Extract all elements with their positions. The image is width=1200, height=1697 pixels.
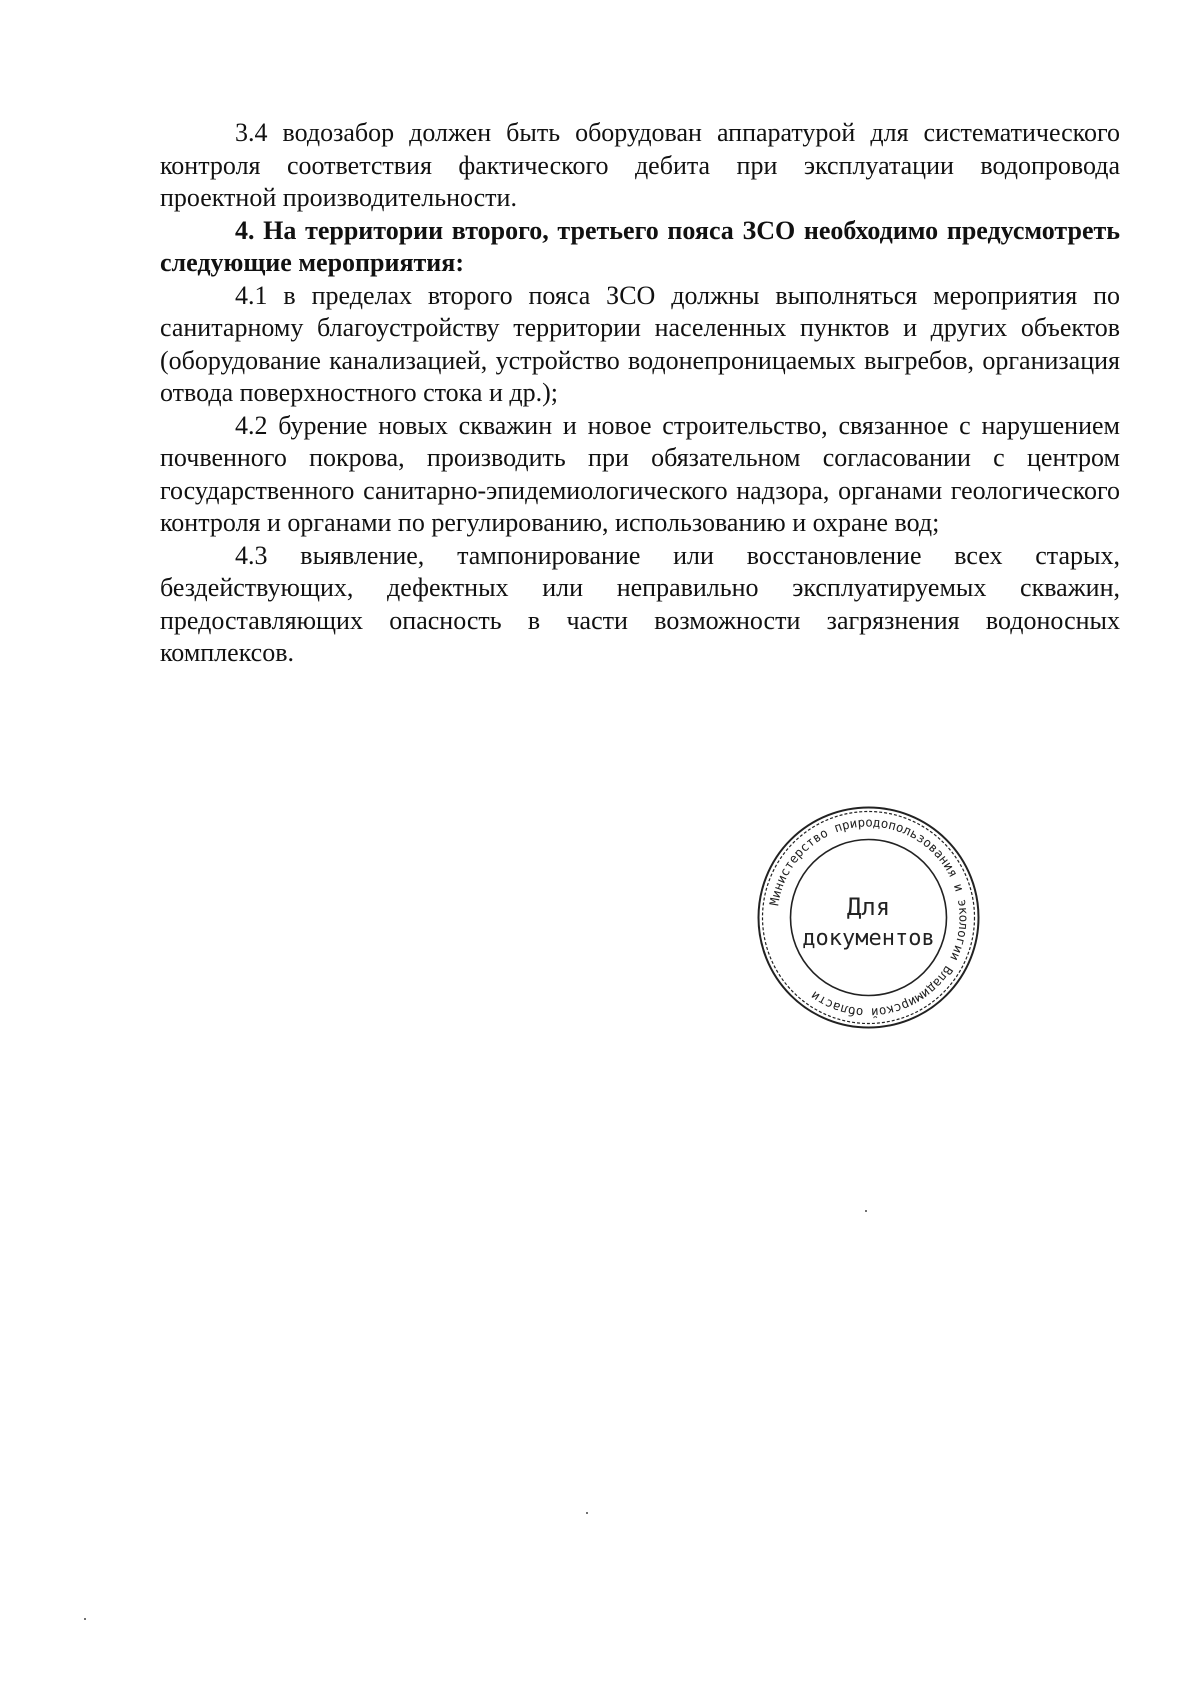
document-body <box>160 117 1120 670</box>
stamp-center-line2: документов <box>802 926 935 951</box>
paragraph-4-2: 4.2 бурение новых скважин и новое строительство, связанное с нарушением почвенного покрова, производить при обязательном согласовании с центром государственного санитарно-эпидемиологического надзора, органами геологического контроля и органами по регулированию, использованию и охране вод; <box>160 410 1120 537</box>
paragraph-4-1: 4.1 в пределах второго пояса ЗСО должны выполняться мероприятия по санитарному благоустройству территории населенных пунктов и других объектов (оборудование канализацией, устройство водонепроницаемых выгребов, организация отвода поверхностного стока и др.); <box>160 280 1120 407</box>
scan-speck <box>865 1210 867 1212</box>
scan-speck <box>586 1512 588 1514</box>
paragraph-3-4: 3.4 водозабор должен быть оборудован аппаратурой для систематического контроля соответствия фактического дебита при эксплуатации водопровода проектной производительности. <box>160 118 1120 212</box>
stamp-ring-text: Министерство природопользования и экологии Владимирской области <box>766 814 972 1021</box>
section-4-heading: 4. На территории второго, третьего пояса ЗСО необходимо предусмотреть следующие мероприятия: <box>160 215 1120 277</box>
scan-speck <box>84 1618 86 1620</box>
official-stamp <box>756 805 981 1030</box>
stamp-center-line1: Для <box>846 893 891 921</box>
paragraph-4-3: 4.3 выявление, тампонирование или восстановление всех старых, бездействующих, дефектных или неправильно эксплуатируемых скважин, предоставляющих опасность в части возможности загрязнения водоносных комплексов. <box>160 540 1120 667</box>
